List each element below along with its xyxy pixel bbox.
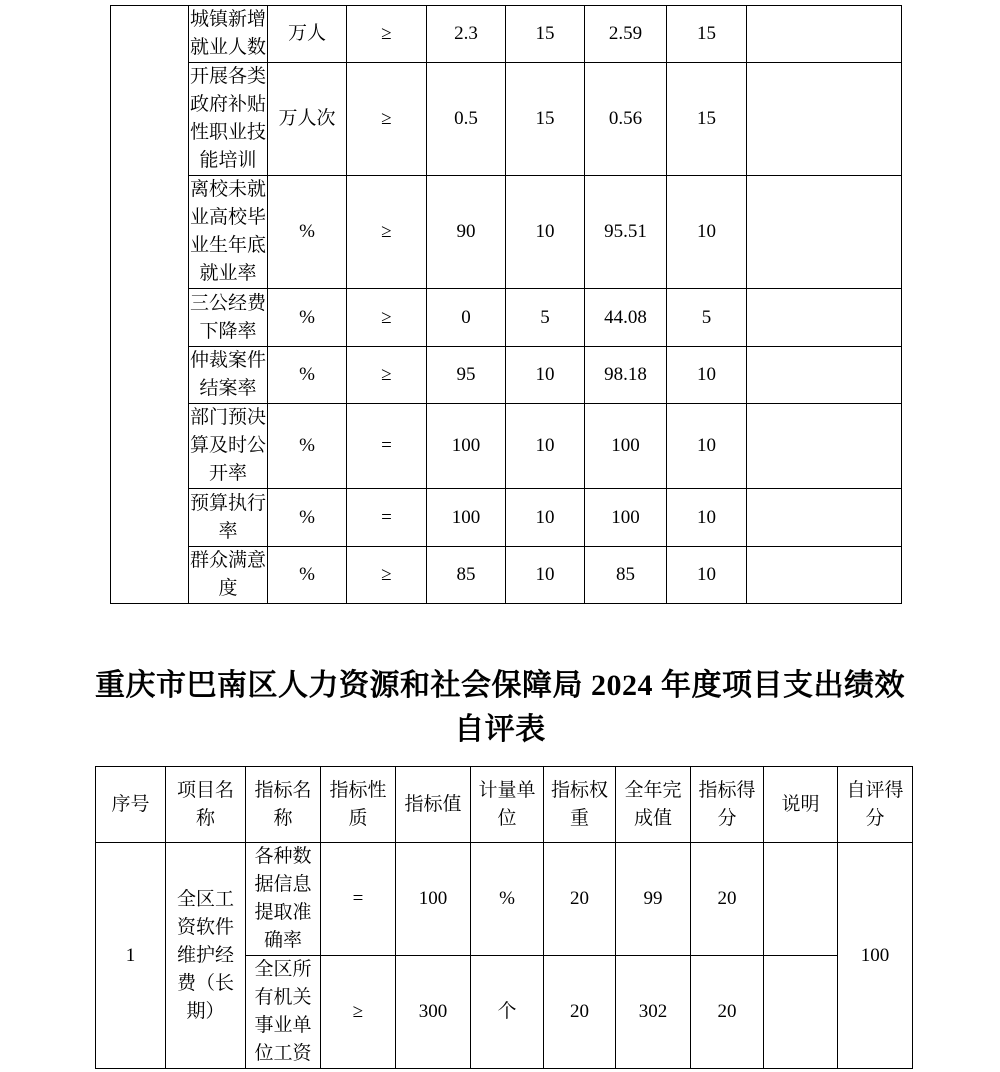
page-title-line2: 自评表 [454,713,546,746]
cell-weight: 10 [506,404,585,489]
cell-weight: 10 [506,547,585,604]
cell-indicator-name: 部门预决算及时公开率 [189,404,268,489]
cell-weight: 20 [544,843,616,956]
cell-unit: 万人次 [268,63,347,176]
cell-completed-value: 302 [616,956,691,1069]
cell-self-score: 100 [838,843,913,1069]
cell-seq: 1 [96,843,166,1069]
page-title-line1: 重庆市巴南区人力资源和社会保障局 2024 年度项目支出绩效 [95,669,905,702]
cell-target-value: 300 [396,956,471,1069]
cell-indicator-name: 预算执行率 [189,489,268,547]
cell-project-name: 全区工资软件维护经费（长期） [166,843,246,1069]
cell-target-value: 95 [427,347,506,404]
table-row [111,6,902,63]
cell-score: 20 [691,843,764,956]
cell-nature: ≥ [347,176,427,289]
header-self-score: 自评得分 [838,767,913,843]
cell-indicator-name: 各种数据信息提取准确率 [246,843,321,956]
header-note: 说明 [764,767,838,843]
cell-unit: 个 [471,956,544,1069]
cell-nature: ≥ [347,347,427,404]
cell-unit: % [268,489,347,547]
header-indicator-value: 指标值 [396,767,471,843]
cell-indicator-name: 群众满意度 [189,547,268,604]
table-row [111,63,902,176]
cell-target-value: 90 [427,176,506,289]
cell-target-value: 2.3 [427,6,506,63]
cell-note [747,63,902,176]
cell-target-value: 0 [427,289,506,347]
cell-indicator-name: 开展各类政府补贴性职业技能培训 [189,63,268,176]
cell-weight: 15 [506,6,585,63]
cell-weight: 5 [506,289,585,347]
cell-weight: 20 [544,956,616,1069]
cell-completed-value: 2.59 [585,6,667,63]
header-project-name: 项目名称 [166,767,246,843]
header-indicator-name: 指标名称 [246,767,321,843]
cell-nature: ≥ [347,6,427,63]
cell-completed-value: 0.56 [585,63,667,176]
cell-completed-value: 95.51 [585,176,667,289]
table-row [111,404,902,489]
header-unit: 计量单位 [471,767,544,843]
cell-nature: = [347,404,427,489]
cell-note [747,176,902,289]
cell-score: 15 [667,63,747,176]
cell-completed-value: 99 [616,843,691,956]
table-row [96,843,913,956]
cell-score: 10 [667,547,747,604]
cell-target-value: 85 [427,547,506,604]
cell-target-value: 0.5 [427,63,506,176]
cell-nature: = [347,489,427,547]
cell-completed-value: 44.08 [585,289,667,347]
cell-unit: % [268,289,347,347]
project-self-eval-table [95,766,913,1069]
cell-score: 10 [667,489,747,547]
cell-score: 10 [667,404,747,489]
cell-note [764,843,838,956]
indicator-table-continued [110,5,902,604]
cell-unit: % [471,843,544,956]
cell-nature: ≥ [347,289,427,347]
cell-weight: 15 [506,63,585,176]
cell-score: 15 [667,6,747,63]
table-row [111,489,902,547]
cell-note [747,404,902,489]
cell-unit: % [268,347,347,404]
header-completed-value: 全年完成值 [616,767,691,843]
cell-indicator-name: 三公经费下降率 [189,289,268,347]
cell-weight: 10 [506,176,585,289]
cell-score: 10 [667,176,747,289]
cell-note [747,289,902,347]
cell-nature: ≥ [347,63,427,176]
header-seq: 序号 [96,767,166,843]
table-row [111,289,902,347]
cell-note [747,347,902,404]
cell-completed-value: 98.18 [585,347,667,404]
cell-completed-value: 100 [585,489,667,547]
table-row [111,547,902,604]
page-title [0,664,1000,752]
table-row [111,347,902,404]
cell-completed-value: 100 [585,404,667,489]
header-weight: 指标权重 [544,767,616,843]
cell-weight: 10 [506,347,585,404]
cell-score: 20 [691,956,764,1069]
cell-unit: 万人 [268,6,347,63]
cell-nature: = [321,843,396,956]
header-row [96,767,913,843]
cell-unit: % [268,547,347,604]
cell-nature: ≥ [347,547,427,604]
cell-target-value: 100 [427,489,506,547]
cell-score: 10 [667,347,747,404]
cell-unit: % [268,176,347,289]
cell-note [747,547,902,604]
cell-target-value: 100 [396,843,471,956]
cell-score: 5 [667,289,747,347]
cell-indicator-name: 全区所有机关事业单位工资 [246,956,321,1069]
cell-unit: % [268,404,347,489]
header-indicator-nature: 指标性质 [321,767,396,843]
cell-completed-value: 85 [585,547,667,604]
cell-weight: 10 [506,489,585,547]
cell-indicator-name: 离校未就业高校毕业生年底就业率 [189,176,268,289]
merged-empty-cell [111,6,189,604]
cell-target-value: 100 [427,404,506,489]
header-indicator-score: 指标得分 [691,767,764,843]
table-row [111,176,902,289]
cell-note [747,489,902,547]
cell-nature: ≥ [321,956,396,1069]
cell-indicator-name: 城镇新增就业人数 [189,6,268,63]
cell-note [747,6,902,63]
cell-note [764,956,838,1069]
cell-indicator-name: 仲裁案件结案率 [189,347,268,404]
